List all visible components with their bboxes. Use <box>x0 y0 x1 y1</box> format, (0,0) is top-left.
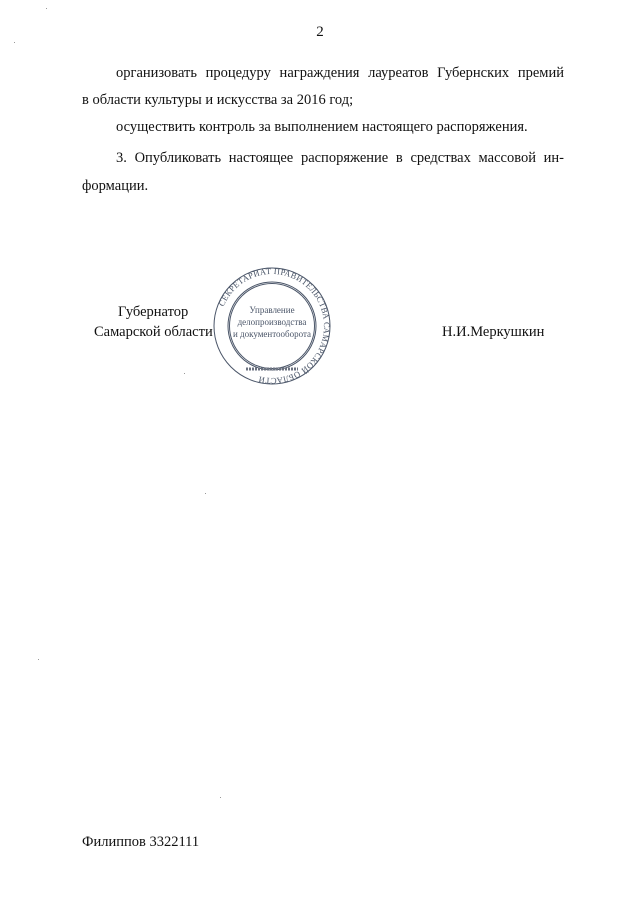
body-line-1: организовать процедуру награждения лауреатов Губернских премий <box>116 65 564 81</box>
official-stamp <box>206 266 338 386</box>
stamp-center-line-2: делопроизводства <box>237 317 307 327</box>
signature-position-line-2: Самарской области <box>94 324 213 340</box>
scan-speck <box>46 8 47 9</box>
body-line-2: в области культуры и искусства за 2016 год; <box>82 92 354 108</box>
scan-speck <box>38 659 39 660</box>
stamp-outer-text: СЕКРЕТАРИАТ ПРАВИТЕЛЬСТВА САМАРСКОЙ ОБЛАСТИ <box>217 266 332 386</box>
body-line-3: осуществить контроль за выполнением настоящего распоряжения. <box>116 119 528 135</box>
stamp-center-line-1: Управление <box>249 305 295 315</box>
scan-speck <box>220 797 221 798</box>
signature-position-line-1: Губернатор <box>118 304 189 320</box>
stamp-center-line-3: и документооборота <box>232 329 312 339</box>
executor-footer: Филиппов 3322111 <box>82 834 200 850</box>
scan-speck <box>205 493 206 494</box>
signature-name: Н.И.Меркушкин <box>442 324 545 340</box>
scan-speck <box>184 373 185 374</box>
scan-speck <box>14 42 15 43</box>
page-number: 2 <box>316 24 324 40</box>
body-line-5: формации. <box>82 178 149 194</box>
body-line-4: 3. Опубликовать настоящее распоряжение в средствах массовой ин- <box>116 150 564 166</box>
